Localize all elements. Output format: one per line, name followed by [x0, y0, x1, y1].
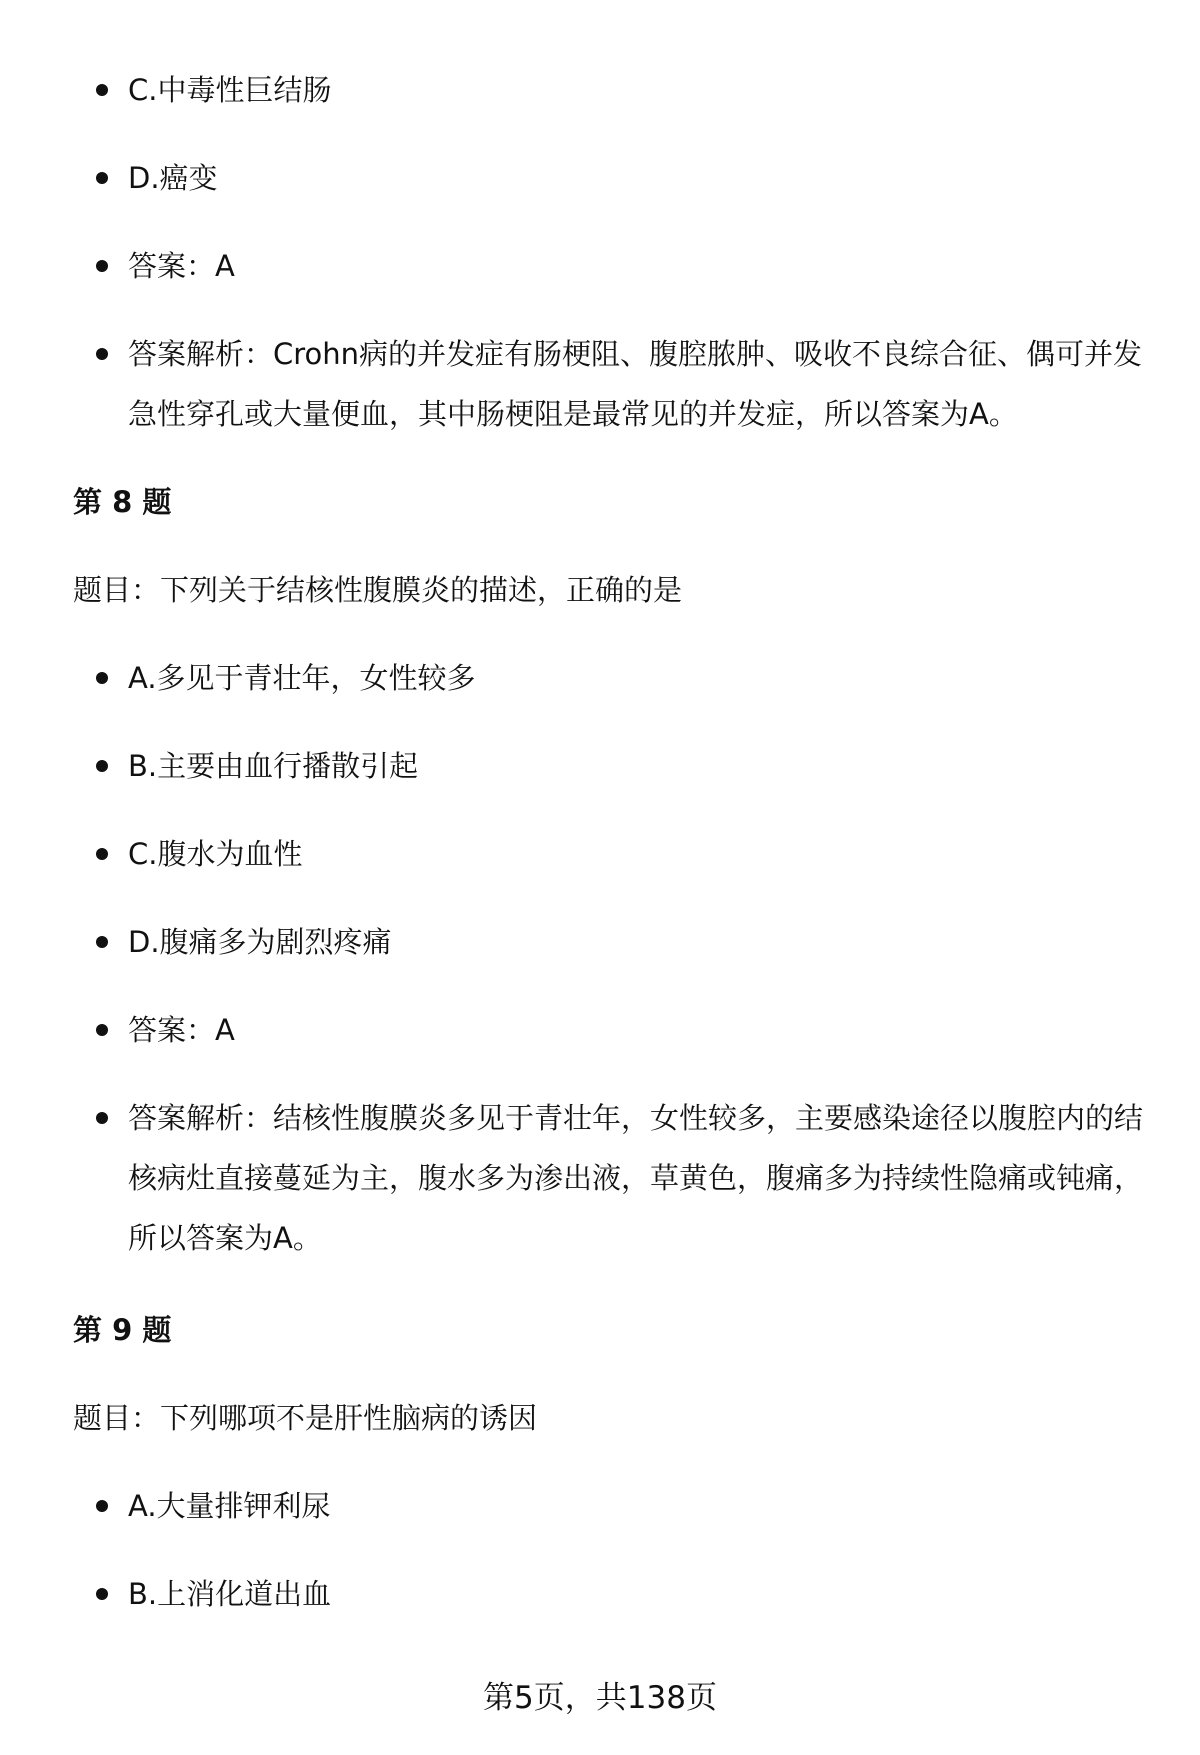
- answer-explanation: 答案解析：Crohn病的并发症有肠梗阻、腹腔脓肿、吸收不良综合征、偶可并发急性穿孔或大量便血，其中肠梗阻是最常见的并发症，所以答案为A。: [128, 324, 1148, 444]
- option-a: A.多见于青壮年，女性较多: [128, 648, 1148, 708]
- option-b: B.上消化道出血: [128, 1564, 1148, 1624]
- question-8-heading: 第 8 题: [73, 485, 172, 519]
- option-b: B.主要由血行播散引起: [128, 736, 1148, 796]
- option-d: D.腹痛多为剧烈疼痛: [128, 912, 1148, 972]
- page-number: 第5页，共138页: [483, 1680, 717, 1716]
- answer: 答案：A: [128, 1000, 1148, 1060]
- question-8-stem: 题目：下列关于结核性腹膜炎的描述，正确的是: [73, 573, 683, 607]
- option-c: C.腹水为血性: [128, 824, 1148, 884]
- answer-explanation: 答案解析：结核性腹膜炎多见于青壮年，女性较多，主要感染途径以腹腔内的结核病灶直接蔓延为主，腹水多为渗出液，草黄色，腹痛多为持续性隐痛或钝痛，所以答案为A。: [128, 1088, 1148, 1268]
- option-a: A.大量排钾利尿: [128, 1476, 1148, 1536]
- question-9-stem: 题目：下列哪项不是肝性脑病的诱因: [73, 1401, 538, 1435]
- option-c: C.中毒性巨结肠: [128, 60, 1148, 120]
- question-9-heading: 第 9 题: [73, 1313, 172, 1347]
- option-d: D.癌变: [128, 148, 1148, 208]
- answer: 答案：A: [128, 236, 1148, 296]
